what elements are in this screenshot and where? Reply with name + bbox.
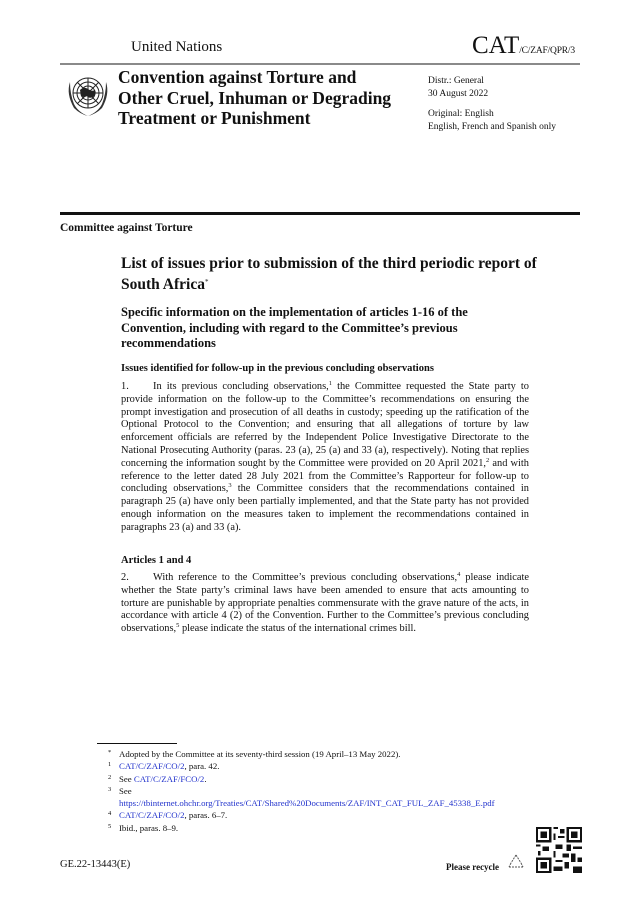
un-emblem-icon: [62, 68, 114, 120]
footnote-ref[interactable]: 4: [457, 571, 461, 578]
footnote-link[interactable]: CAT/C/ZAF/CO/2: [119, 761, 185, 772]
paragraph-number: 1.: [121, 381, 129, 392]
section-heading: Articles 1 and 4: [121, 555, 192, 566]
organization-name: United Nations: [131, 39, 223, 55]
recycle-icon: [505, 852, 527, 874]
section-heading: Issues identified for follow-up in the previous concluding observations: [121, 363, 434, 374]
convention-title: Convention against Torture and Other Cruel, Inhuman or Degrading Treatment or Punishment: [118, 67, 392, 128]
footnote-ref[interactable]: *: [204, 278, 209, 286]
original-language: Original: English: [428, 109, 494, 119]
language-block: [428, 108, 556, 134]
document-subtitle: Specific information on the implementation of articles 1-16 of the Convention, including with regard to the Committee’s previous recommendations: [121, 305, 468, 350]
footnotes: [108, 748, 528, 834]
distribution-block: [428, 75, 488, 101]
symbol-main: CAT: [472, 32, 520, 59]
footnote-ref[interactable]: 1: [328, 380, 333, 387]
footnote-ref[interactable]: 3: [228, 482, 232, 490]
paragraph-1: 1. In its previous concluding observations,$^1$ the Committee requested the State party to provide information on the follow-up to the Committee’s recommendations on ensuring the prompt investigation and prosecution of all deaths in custody; speeding up the ratification of the Optional Protocol to the Convention; and ensuring that all allegations of torture by law enforcement officials are referred by the Independent Police Investigative Directorate to the National Prosecuting Authority (paras. 23 (a), 25 (a) and 33 (a), respectively). Noting that replies concerning the information sought by the Committee were provided on 20 April 2021,$^2$ and with reference to the letter dated 28 July 2021 from the Committee’s Rapporteur for follow-up to concluding observations,$^3$ the Committee considers that the recommendations contained in paragraph 25 (a) have only been partially implemented, and that the State party has not provided enough information on the measures taken to implement the recommendations contained in paragraphs 23 (a) and 33 (a).: [121, 380, 530, 533]
footnote-link[interactable]: CAT/C/ZAF/FCO/2: [133, 773, 205, 784]
symbol-suffix: /C/ZAF/QPR/3: [519, 46, 575, 56]
languages: English, French and Spanish only: [428, 122, 556, 132]
committee-name: Committee against Torture: [60, 222, 193, 234]
footnote-separator: [97, 743, 177, 744]
job-number: GE.22-13443(E): [60, 859, 131, 870]
section-rule: [60, 212, 580, 215]
recycle-label: Please recycle: [446, 862, 500, 872]
footnote: 4 CAT/C/ZAF/CO/2, paras. 6–7.: [108, 810, 228, 821]
footnote-ref[interactable]: 2: [486, 456, 490, 464]
document-symbol: [472, 32, 575, 60]
header-rule: [60, 63, 580, 65]
footnote-ref[interactable]: 5: [176, 622, 180, 630]
qr-code-icon: [536, 827, 582, 873]
date: 30 August 2022: [428, 89, 489, 99]
footnote-url[interactable]: https://tbinternet.ohchr.org/Treaties/CAT/Shared%20Documents/ZAF/INT_CAT_FUL_ZAF_45338_E.pdf: [119, 798, 495, 809]
paragraph-number: 2.: [121, 572, 129, 583]
paragraph-2: 2. With reference to the Committee’s previous concluding observations,$^4$ please indicate whether the State party’s criminal laws have been amended to ensure that acts amounting to torture are punishable by appropriate penalties commensurate with the grave nature of the acts, in accordance with article 4 (2) of the Convention. Further to the Committee’s previous concluding observations,$^5$ please indicate the status of the international crimes bill.: [121, 571, 529, 635]
footnote-link[interactable]: CAT/C/ZAF/CO/2: [119, 810, 185, 821]
footnote: 5 Ibid., paras. 8–9.: [108, 822, 179, 833]
distribution: Distr.: General: [428, 76, 484, 86]
footnote: 1 CAT/C/ZAF/CO/2, para. 42.: [108, 761, 220, 772]
footnote: * Adopted by the Committee at its seventy-third session (19 April–13 May 2022).: [108, 749, 401, 759]
footnote: 3 See https://tbinternet.ohchr.org/Treaties/CAT/Shared%20Documents/ZAF/INT_CAT_FUL_ZAF_45338_E.pdf: [108, 785, 495, 809]
document-title: List of issues prior to submission of the third periodic report of South Africa*: [121, 255, 537, 293]
footnote: 2 See CAT/C/ZAF/FCO/2.: [108, 773, 207, 784]
